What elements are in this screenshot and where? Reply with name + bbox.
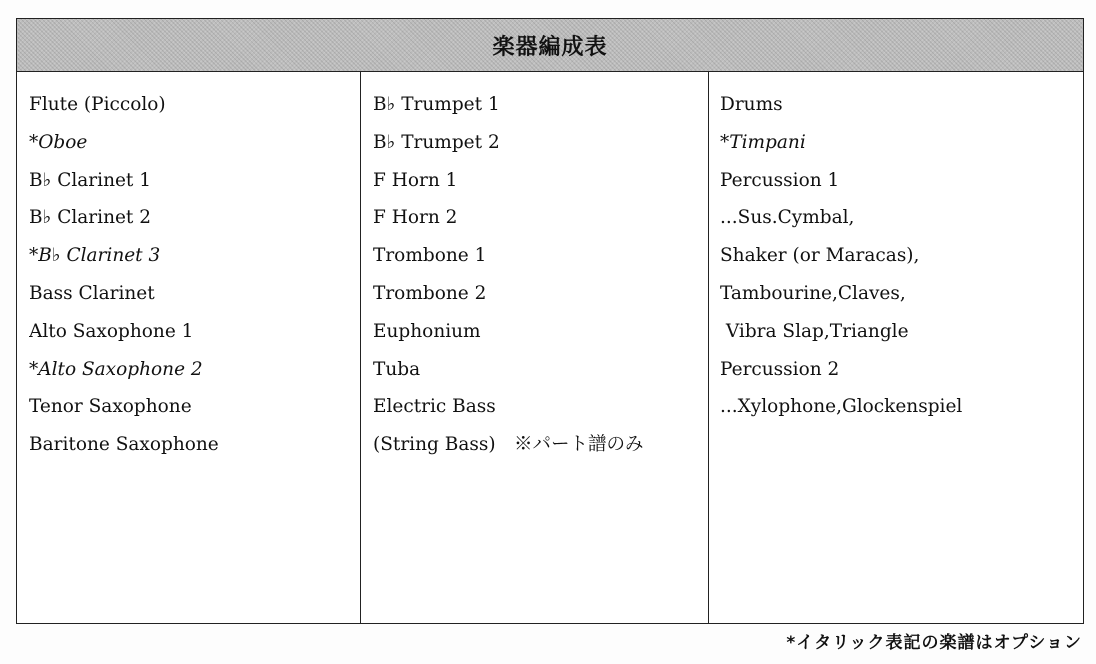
instrument-item-optional: *Oboe bbox=[29, 131, 88, 153]
table-header bbox=[17, 19, 1083, 72]
instrument-item: Tuba bbox=[373, 358, 421, 380]
woodwinds-column bbox=[17, 72, 361, 623]
percussion-column bbox=[709, 72, 1083, 623]
instrument-item: Vibra Slap,Triangle bbox=[720, 320, 909, 342]
table-title: 楽器編成表 bbox=[492, 34, 608, 60]
instrument-item-optional: *Timpani bbox=[720, 131, 806, 153]
instrument-item: Percussion 2 bbox=[720, 358, 840, 380]
instrument-item: Alto Saxophone 1 bbox=[29, 320, 194, 342]
optional-parts-footnote: *イタリック表記の楽譜はオプション bbox=[786, 633, 1082, 653]
instrument-item: (String Bass) ※パート譜のみ bbox=[373, 434, 644, 456]
instrument-item: Euphonium bbox=[373, 320, 481, 342]
instrumentation-table bbox=[16, 18, 1084, 624]
instrument-item: B♭ Clarinet 2 bbox=[29, 207, 152, 229]
instrument-item: B♭ Trumpet 2 bbox=[373, 131, 500, 153]
instrument-item: ...Sus.Cymbal, bbox=[720, 207, 855, 229]
instrument-item-optional: *Alto Saxophone 2 bbox=[29, 358, 203, 380]
instrument-item: ...Xylophone,Glockenspiel bbox=[720, 396, 963, 418]
instrument-item: B♭ Trumpet 1 bbox=[373, 94, 500, 115]
instrument-item: Baritone Saxophone bbox=[29, 434, 219, 456]
instrument-item: F Horn 1 bbox=[373, 169, 458, 191]
instrument-item: Trombone 2 bbox=[373, 282, 487, 304]
instrument-item: Trombone 1 bbox=[373, 245, 487, 267]
instrument-item: Drums bbox=[720, 94, 783, 115]
instrument-item: Percussion 1 bbox=[720, 169, 840, 191]
instrument-item: F Horn 2 bbox=[373, 207, 458, 229]
instrument-item: Tambourine,Claves, bbox=[720, 282, 906, 304]
instrument-item: Flute (Piccolo) bbox=[29, 94, 166, 115]
instrument-item: B♭ Clarinet 1 bbox=[29, 169, 152, 191]
instrument-item: Bass Clarinet bbox=[29, 282, 155, 304]
instrument-item-optional: *B♭ Clarinet 3 bbox=[29, 245, 161, 267]
instrument-item: Electric Bass bbox=[373, 396, 496, 418]
instrument-item: Tenor Saxophone bbox=[29, 396, 192, 418]
instrument-item: Shaker (or Maracas), bbox=[720, 245, 920, 267]
brass-column bbox=[361, 72, 709, 623]
